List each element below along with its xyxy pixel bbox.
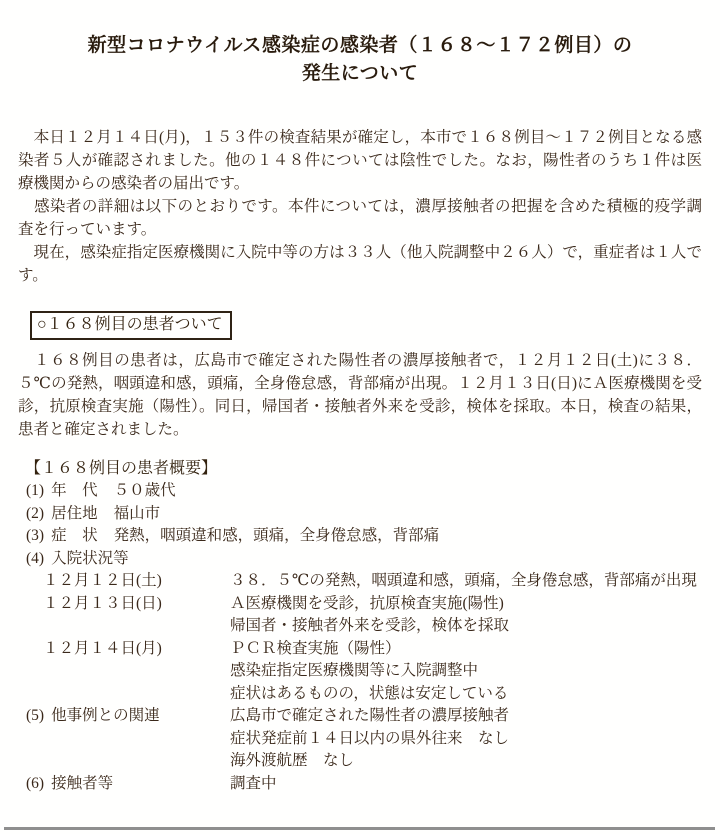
text-line: ５℃の発熱，咽頭違和感，頭痛，全身倦怠感，背部痛が出現。１２月１３日(日)にＡ医療機関を受 xyxy=(18,375,702,392)
item-value: 福山市 xyxy=(113,504,161,522)
text-line: す。 xyxy=(18,267,48,284)
item-desc: 調査中 xyxy=(230,774,277,792)
text-line: 療機関からの感染者の届出です。 xyxy=(18,175,250,192)
text-line: １６８例目の患者は，広島市で確定された陽性者の濃厚接触者で，１２月１２日(土)に３８． xyxy=(18,352,702,369)
item-label-cell xyxy=(18,750,230,773)
summary-heading: 【１６８例目の患者概要】 xyxy=(25,460,218,477)
timeline-row-dec14-cont xyxy=(18,660,702,683)
timeline-date xyxy=(18,660,230,683)
item-number: (3) xyxy=(26,527,45,544)
timeline-desc: Ａ医療機関を受診，抗原検査実施(陽性) xyxy=(230,594,504,612)
page-title-line-2: 発生について xyxy=(301,63,419,84)
related-cases-row xyxy=(18,705,702,728)
intro-paragraph-1 xyxy=(18,126,702,195)
related-cases-row-cont2 xyxy=(18,750,702,773)
timeline-desc: ＰＣＲ検査実施（陽性） xyxy=(230,639,401,657)
text-line: 現在，感染症指定医療機関に入院中等の方は３３人（他入院調整中２６人）で，重症者は１人で xyxy=(18,244,702,261)
text-line: 査を行っています。 xyxy=(18,221,157,238)
contacts-row xyxy=(18,773,702,796)
summary-item-residence xyxy=(18,503,702,526)
text-line: 本日１２月１４日(月)，１５３件の検査結果が確定し，本市で１６８例目～１７２例目となる感 xyxy=(18,129,702,146)
text-line: 染者５人が確認されました。他の１４８件については陰性でした。なお，陽性者のうち１件は医 xyxy=(18,152,702,169)
summary-item-hospitalization xyxy=(18,548,702,571)
timeline-date: １２月１４日(月) xyxy=(43,639,162,657)
text-line: 患者と確定されました。 xyxy=(18,421,189,438)
case-168-paragraph xyxy=(18,349,702,441)
item-label: 他事例との関連 xyxy=(51,707,160,724)
timeline-desc: 症状はあるものの，状態は安定している xyxy=(230,684,509,702)
item-value: 発熱，咽頭違和感，頭痛，全身倦怠感，背部痛 xyxy=(113,527,440,544)
item-label-cell xyxy=(18,705,230,728)
page-bottom-rule xyxy=(4,827,715,830)
item-number: (2) xyxy=(26,504,45,522)
item-label-cell xyxy=(18,773,230,796)
timeline-row-dec14 xyxy=(18,638,702,661)
timeline-row-dec13 xyxy=(18,593,702,616)
timeline-desc: ３８．５℃の発熱，咽頭違和感，頭痛，全身倦怠感，背部痛が出現 xyxy=(230,572,697,589)
intro-paragraph-3 xyxy=(18,241,702,287)
summary-item-symptoms xyxy=(18,525,702,548)
item-value: ５０歳代 xyxy=(113,482,176,499)
item-number: (4) xyxy=(26,549,45,567)
item-desc: 海外渡航歴 なし xyxy=(230,752,355,769)
intro-paragraph-2 xyxy=(18,195,702,241)
timeline-row-dec12 xyxy=(18,570,702,593)
item-label: 居住地 xyxy=(51,504,98,522)
timeline-date: １２月１３日(日) xyxy=(43,594,162,612)
page-title xyxy=(0,0,720,88)
page-title-line-1: 新型コロナウイルス感染症の感染者（１６８～１７２例目）の xyxy=(87,35,633,56)
timeline-desc: 感染症指定医療機関等に入院調整中 xyxy=(230,662,479,679)
case-168-heading-box: ○１６８例目の患者ついて xyxy=(30,311,232,340)
case-168-heading-row xyxy=(18,311,702,340)
summary-item-age xyxy=(18,480,702,503)
document-body xyxy=(0,126,720,795)
timeline-desc: 帰国者・接触者外来を受診，検体を採取 xyxy=(230,617,510,634)
intro-section xyxy=(18,126,702,287)
item-desc: 広島市で確定された陽性者の濃厚接触者 xyxy=(230,707,510,724)
item-number: (6) xyxy=(26,774,45,792)
item-label: 症 状 xyxy=(51,527,98,544)
item-label-cell xyxy=(18,728,230,751)
timeline-row-dec13-cont xyxy=(18,615,702,638)
item-label: 接触者等 xyxy=(51,774,114,792)
item-number: (5) xyxy=(26,707,45,724)
related-cases-row-cont xyxy=(18,728,702,751)
timeline-date xyxy=(18,683,230,706)
item-desc: 症状発症前１４日以内の県外往来 なし xyxy=(230,729,510,747)
item-number: (1) xyxy=(26,482,45,499)
text-line: 感染者の詳細は以下のとおりです。本件については，濃厚接触者の把握を含めた積極的疫学調 xyxy=(18,198,702,215)
text-line: 診，抗原検査実施（陽性）。同日，帰国者・接触者外来を受診，検体を採取。本日，検査の結果， xyxy=(18,398,702,415)
item-label: 年 代 xyxy=(51,482,98,499)
timeline-date xyxy=(18,615,230,638)
timeline-date: １２月１２日(土) xyxy=(43,572,162,589)
item-label: 入院状況等 xyxy=(51,549,129,567)
timeline-row-dec14-cont2 xyxy=(18,683,702,706)
